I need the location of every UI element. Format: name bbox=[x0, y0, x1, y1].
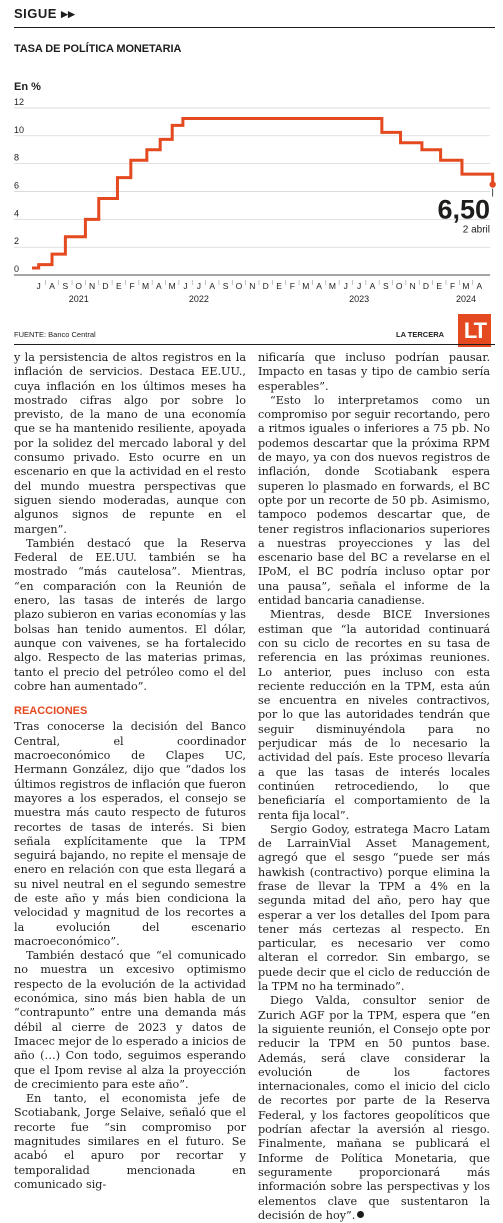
article-paragraph: “Esto lo interpretamos como un compromiso por seguir recortando, pero a ritmos iguales o inferiores a 75 pb. No podemos descartar que la próxima RPM de mayo, ya con dos nuevos registros de inflación, donde Scotiabank espera superen lo plasmado en forwards, el BC opte por un recorte de 50 pb. Asimismo, tampoco podemos descartar que, de tener registros inflacionarios superiores a nuestras proyecciones y las del escenario base del BC a revelarse en el IPoM, el BC podría incluso optar por una pausa”, señala el informe de la entidad bancaria canadiense. bbox=[258, 393, 490, 608]
x-tick-label: D bbox=[262, 281, 269, 291]
chart-unit-label: En % bbox=[14, 81, 41, 93]
article-paragraph-text: Diego Valda, consultor senior de Zurich AGF por la TPM, espera que “en la siguiente reunión, el Consejo opte por reducir la TPM en 50 puntos base. Además, será clave considerar la evolución de los factores internacionales, como el inicio del ciclo de recortes por parte de la Reserva Federal, y los factores geopolíticos que podrían afectar la aversión al riesgo. Finalmente, mañana se publicará el Informe de Política Monetaria, que seguramente proporcionará más información sobre las perspectivas y los elementos clave que sustentaron la decisión de hoy”. bbox=[258, 994, 490, 1222]
article-column-1 bbox=[14, 351, 246, 1192]
x-tick-label: F bbox=[129, 281, 135, 291]
year-label: 2021 bbox=[68, 294, 89, 304]
x-tick-label: N bbox=[89, 281, 96, 291]
section-heading: REACCIONES bbox=[14, 705, 88, 718]
chart-source: FUENTE: Banco Central bbox=[14, 330, 96, 339]
year-label: 2024 bbox=[455, 294, 476, 304]
article-paragraph: y la persistencia de altos registros en la inflación de servicios. Destaca EE.UU., cuya inflación en los últimos meses ha mostrado cifras algo por sobre lo previsto, de la mano de una economía que se ha mantenido resiliente, apoyada por la solidez del mercado laboral y del consumo privado. Esto ocurre en un escenario en que la actividad en el resto del mundo muestra perspectivas que siguen siendo moderadas, aunque con algunos signos de repunte en el margen”. bbox=[14, 351, 246, 536]
x-tick-label: J bbox=[183, 281, 188, 291]
x-tick-label: O bbox=[235, 281, 243, 291]
series-line-tpm bbox=[32, 118, 493, 268]
y-tick-label: 8 bbox=[14, 152, 20, 163]
x-tick-label: F bbox=[289, 281, 295, 291]
x-tick-label: A bbox=[49, 281, 55, 291]
y-tick-label: 2 bbox=[14, 236, 20, 247]
top-rule bbox=[14, 27, 495, 28]
y-tick-label: 0 bbox=[14, 264, 20, 274]
end-of-article-icon bbox=[357, 1211, 364, 1218]
x-tick-label: O bbox=[395, 281, 403, 291]
article-column-2 bbox=[258, 351, 490, 1223]
x-tick-label: J bbox=[36, 281, 41, 291]
x-tick-label: S bbox=[62, 281, 69, 291]
y-tick-label: 6 bbox=[14, 180, 20, 191]
x-tick-label: D bbox=[422, 281, 429, 291]
article-paragraph: También destacó que “el comunicado no muestra un excesivo optimismo respecto de la evolución de la actividad económica, sino más bien habla de un “contrapunto” entre una demanda más débil al cierre de 2023 y datos de Imacec mejor de lo esperado a inicios de año (…) Con todo, seguimos esperando que el Ipom revise al alza la proyección de crecimiento para este año”. bbox=[14, 949, 246, 1091]
la-tercera-logo: LT bbox=[458, 314, 491, 347]
x-tick-label: S bbox=[222, 281, 229, 291]
last-value-label: 6,50 bbox=[437, 194, 490, 225]
article-paragraph: nificaría que incluso podrían pausar. Impacto en tasas y tipo de cambio sería esperables”. bbox=[258, 351, 490, 393]
x-tick-label: M bbox=[462, 281, 470, 291]
article-paragraph: Mientras, desde BICE Inversiones estiman que “la autoridad continuará con su ciclo de recortes en su tasa de referencia en las próximas reuniones. Lo anterior, pues incluso con esta reciente reducción en la TPM, esta aún se encuentra en niveles contractivos, por lo que las autoridades tendrán que seguir disminuyéndola para no perjudicar más de lo necesario la actividad del país. Este proceso llevaría a que las tasas de interés locales continúen retrocediendo, lo que beneficiaría el comportamiento de la renta fija local”. bbox=[258, 608, 490, 822]
x-tick-label: M bbox=[328, 281, 336, 291]
last-value-dot bbox=[489, 181, 495, 187]
x-tick-label: A bbox=[369, 281, 376, 291]
bottom-rule bbox=[14, 344, 495, 345]
x-tick-label: A bbox=[476, 281, 483, 291]
x-axis bbox=[14, 275, 490, 304]
tpm-chart bbox=[0, 96, 503, 328]
last-date-label: 2 abril bbox=[462, 224, 490, 236]
article-paragraph: Tras conocerse la decisión del Banco Central, el coordinador macroeconómico de Clapes UC, Hermann González, dijo que “dados los últimos registros de inflación que fueron mayores a los esperados, el consejo se muestra más cauto respecto de futuros recortes de tasas de interés. Si bien señala explícitamente que la TPM seguirá bajando, no repite el mensaje de enero en relación con que esta llegará a su nivel neutral en el segundo semestre de este año y más bien condiciona la velocidad y magnitud de los recortes a la evolución del escenario macroeconómico”. bbox=[14, 720, 246, 948]
x-tick-label: N bbox=[409, 281, 416, 291]
x-tick-label: A bbox=[209, 281, 216, 291]
x-tick-label: J bbox=[343, 281, 348, 291]
sigue-label: SIGUE ▸▸ bbox=[14, 6, 76, 21]
x-tick-label: O bbox=[75, 281, 83, 291]
x-tick-label: E bbox=[276, 281, 282, 291]
x-tick-label: J bbox=[196, 281, 202, 291]
brand-name: LA TERCERA bbox=[396, 330, 445, 339]
year-label: 2023 bbox=[349, 294, 370, 304]
x-tick-label: E bbox=[436, 281, 443, 291]
y-tick-label: 10 bbox=[14, 124, 25, 135]
y-tick-label: 4 bbox=[14, 208, 20, 219]
chart-grid bbox=[14, 108, 490, 275]
article-paragraph: También destacó que la Reserva Federal de EE.UU. también se ha mostrado “más cautelosa”. Mientras, “en comparación con la Reunión de enero, las tasas de interés de largo plazo subieron en varias economías y las bolsas han tenido aumentos. El dólar, aunque con vaivenes, se ha fortalecido algo. Respecto de las materias primas, tanto el precio del petróleo como el del cobre han aumentado”. bbox=[14, 536, 246, 693]
x-tick-label: N bbox=[249, 281, 256, 291]
article-paragraph-last bbox=[258, 994, 490, 1223]
x-tick-label: E bbox=[115, 281, 122, 291]
x-tick-label: J bbox=[357, 281, 362, 291]
chart-title: TASA DE POLÍTICA MONETARIA bbox=[14, 43, 182, 55]
x-tick-label: A bbox=[156, 281, 162, 291]
article-paragraph: En tanto, el economista jefe de Scotiabank, Jorge Selaive, señaló que el recorte fue “sin compromiso por magnitudes similares en el futuro. Se acabó el apuro por recortar y temporalidad mencionada en comunicado sig- bbox=[14, 1092, 246, 1191]
x-tick-label: F bbox=[450, 281, 456, 291]
x-tick-label: M bbox=[141, 281, 150, 291]
x-tick-label: A bbox=[316, 281, 322, 291]
x-tick-label: M bbox=[168, 281, 176, 291]
x-tick-label: M bbox=[302, 281, 310, 291]
y-tick-label: 12 bbox=[14, 97, 25, 107]
year-label: 2022 bbox=[188, 294, 209, 304]
x-tick-label: D bbox=[102, 281, 109, 291]
article-paragraph: Sergio Godoy, estratega Macro Latam de LarrainVial Asset Management, agregó que el sesgo “puede ser más hawkish (contractivo) porque elimina la frase de llevar la TPM a 4% en la segunda mitad del año, pero hay que esperar a ver los detalles del Ipom para tener más certezas al respecto. En particular, es necesario ver como alteran el corredor. Sin embargo, se puede decir que el ciclo de reducción de la TPM no ha terminado”. bbox=[258, 822, 490, 994]
x-tick-label: S bbox=[383, 281, 389, 291]
